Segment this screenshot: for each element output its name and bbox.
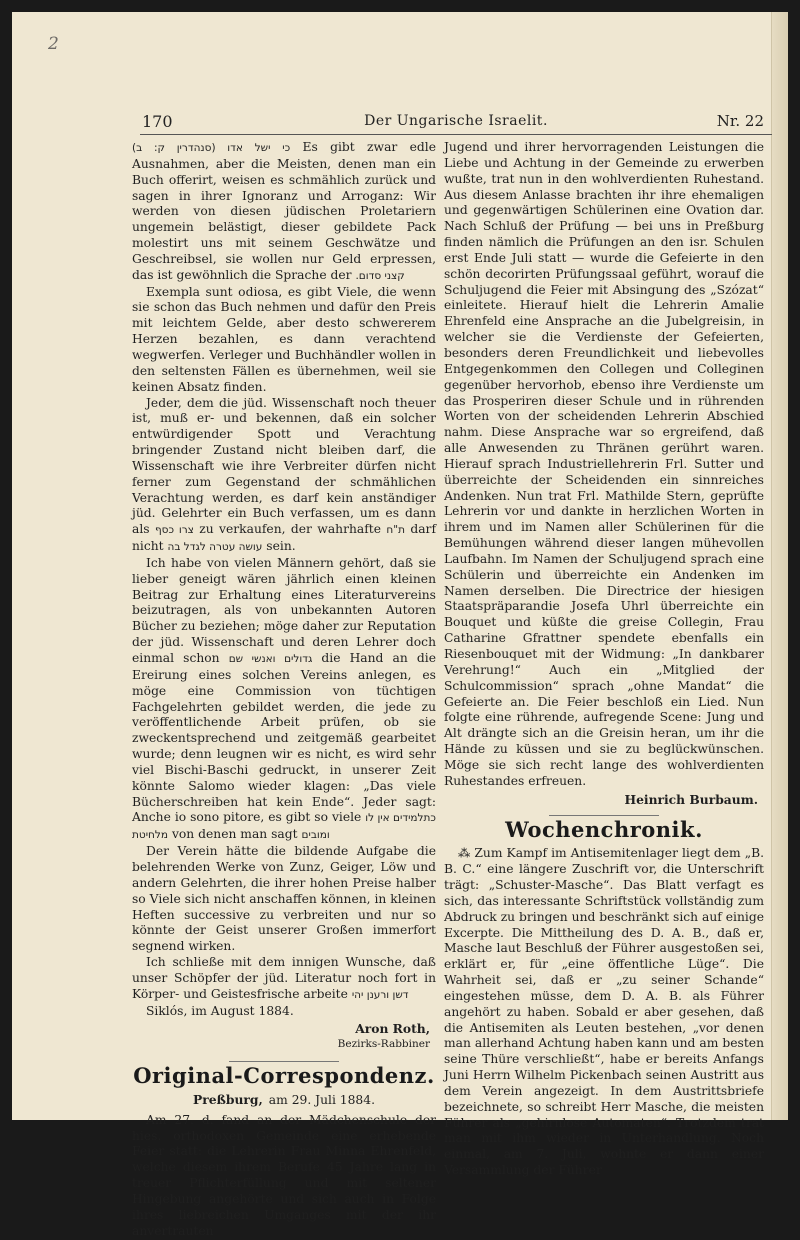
- dateline: [132, 1092, 436, 1109]
- section-divider: [229, 1061, 339, 1062]
- hebrew-quote: כי ישל אדו (סנהדרין ק: ב): [132, 142, 291, 154]
- paragraph: Ich habe von vielen Männern gehört, daß sie lieber geneigt wären jährlich einen kleinen Beitrag zur Erhaltung eines Literaturvereins beizutragen, als von unbekannten Autoren Bücher zu beziehen; möge daher zur Reputation der jüd. Wissenschaft und deren Lehrer doch einmal schon גדולים ואנשי שם die Hand an die Ereirung eines solchen Vereins anlegen, es möge eine Commission von tüchtigen Fachgelehrten gebildet werden, die jede zu veröffentlichende Arbeit prüfen, ob sie zweckentsprechend und zeitgemäß gearbeitet wurde; denn leugnen wir es nicht, es wird sehr viel Bischi-Baschi gedruckt, in unserer Zeit könnte Salomo wieder klagen: „Das viele Bücherschreiben hat kein Ende“. Jeder sagt: Anche io sono pitore, es gibt so viele כתלמידים אין לו מלחיטת von denen man sagt ומובים: [132, 555, 436, 842]
- page-number: 170: [142, 112, 173, 131]
- paragraph: Ich schließe mit dem innigen Wunsche, daß unser Schöpfer der jüd. Literatur noch fort in Körper- und Geistesfrische arbeite דשן ורענן יהי: [132, 955, 436, 1001]
- issue-number: Nr. 22: [716, 112, 764, 130]
- paragraph: ⁂ Zum Kampf im Antisemitenlager liegt dem „B. B. C.“ eine längere Zuschrift vor, die Unterschrift trägt: „Schuster-Masche“. Das Blatt verfagt es sich, das interessante Schriftstück vollständig zum Abdruck zu bringen und beschränkt sich auf einige Excerpte. Die Mittheilung des D. A. B., daß er, Masche laut Beschluß der Führer ausgestoßen sei, erklärt er, für „eine öffentliche Lüge“. Die Wahrheit sei, daß er „zu seiner Schande“ eingestehen müsse, dem D. A. B. als Führer angehört zu haben. Sobald er aber gesehen, daß die Antisemiten als Leuten bestehen, „vor denen man allerhand Achtung haben kann und am besten seine Thüre verschließt“, habe er bereits Anfangs Juni Herrn Wilhelm Pickenbach seinen Austritt aus dem Verein angezeigt. In dem Austrittsbriefe bezeichnete, so schreibt Herr Masche, die meisten Führer als „gehirnlose Automaten“. Trotzdem trat man mit ihm wieder in Unterhandlung. Noch einmal, am 7. Juli, wohnte er dann einer Versammlung der Führer: [444, 846, 765, 1178]
- paragraph: Exempla sunt odiosa, es gibt Viele, die wenn sie schon das Buch nehmen und dafür den Preis mit leichtem Gelde, aber desto schwererem Herzen bezahlen, es dann verachtend wegwerfen. Verleger und Buchhändler wollen in den seltensten Fällen es übernehmen, weil sie keinen Absatz finden.: [132, 284, 436, 394]
- running-header: [140, 110, 772, 135]
- paragraph: Jeder, dem die jüd. Wissenschaft noch theuer ist, muß er- und bekennen, daß ein solcher entwürdigender Spott und Verachtung bringender Zustand nicht bleiben darf, die Wissenschaft wie ihre Verbreiter dürfen nicht ferner zum Gegenstand der schmählichen Verachtung werden, es darf kein anständiger jüd. Gelehrter ein Buch verfassen, um es dann als צרו כסף zu verkaufen, der wahrhafte ת"ח darf nicht עושה עטרה לגדל בה sein.: [132, 395, 436, 554]
- author-signature: Aron Roth,: [355, 1021, 430, 1037]
- paragraph: Jugend und ihrer hervorragenden Leistungen die Liebe und Achtung in der Gemeinde zu erwerben wußte, trat nun in den wohlverdienten Ruhestand. Aus diesem Anlasse brachten ihr ihre ehemaligen und gegenwärtigen Schülerinen eine Ovation dar. Nach Schluß der Prüfung — bei uns in Preßburg finden nämlich die Prüfungen an den isr. Schulen erst Ende Juli statt — wurde die Gefeierte in den schön decorirten Prüfungssaal geführt, worauf die Schuljugend die Feier mit Absingung des „Szózat“ einleitete. Hierauf hielt die Lehrerin Amalie Ehrenfeld eine Ansprache an die Jubelgreisin, in welcher sie die Verdienste der Gefeierten, besonders deren Freundlichkeit und liebevolles Entgegenkommen den Collegen und Colleginen gegenüber hervorhob, ebenso ihre Verdienste um das Prosperiren dieser Schule und in rührenden Worten von der scheidenden Lehrerin Abschied nahm. Diese Ansprache war so ergreifend, daß alle Anwesenden zu Thränen gerührt waren. Hierauf sprach Industriellehrerin Frl. Sutter und überreichte der Scheidenden ein sinnreiches Andenken. Nun trat Frl. Mathilde Stern, geprüfte Lehrerin vor und dankte in herzlichen Worten in ihrem und im Namen aller Schülerinen für die Bemühungen während dieser langen mühevollen Laufbahn. Im Namen der Schuljugend sprach eine Schülerin und überreichte ein Andenken im Namen derselben. Die Directrice der hiesigen Staatspräparandie Josefa Uhrl überreichte ein Bouquet und küßte die greise Collegin, Frau Catharine Gfrattner spendete ebenfalls ein Riesenbouquet mit der Widmung: „In dankbarer Verehrung!“ Auch ein „Mitglied der Schulcommission“ sprach „ohne Mandat“ die Gefeierte an. Die Feier beschloß ein Lied. Nun folgte eine rührende, aufregende Scene: Jung und Alt drängte sich an die Greisin heran, um ihr die Hände zu küssen und sie zu beglückwünschen. Möge sie sich recht lange des wohlverdienten Ruhestandes erfreuen.: [444, 140, 764, 788]
- right-column: [444, 140, 764, 1179]
- hebrew-quote: צרו כסף: [154, 524, 194, 537]
- hebrew-quote: ת"ח: [386, 524, 405, 537]
- paragraph: כי ישל אדו (סנהדרין ק: ב) Es gibt zwar edle Ausnahmen, aber die Meisten, denen man ein Buch offerirt, weisen es schmählich zurück und sagen in ihrer Ignoranz und Arroganz: Wir werden von diesen jüdischen Proletariern ungemein belästigt, dieser gebildete Pack molestirt uns mit seinem Geschwätze und Geschreibsel, sie wollen nur Geld erpressen, das ist gewöhnlich die Sprache der קצני סדום.: [132, 140, 436, 282]
- hebrew-quote: עושה עטרה לגדל בה: [167, 541, 263, 554]
- section-heading: Wochenchronik.: [505, 817, 703, 843]
- paragraph: Am 27. d. fand an der Mädchenschule der hies. orthodoxen Gemeinde eine erhebende Feier statt: die Lehrerin Frau Minna Ehrenfeld, welche diesem ihrem Berufe 45 Jahre lang in treuer Pflichterfüllung und mit seltener Hingebung angehörte und sich auch in Folge ihres liebreichen Umganges mit der ihr anvertrauten: [132, 1112, 436, 1238]
- dateline-date: am 29. Juli 1884.: [268, 1092, 375, 1107]
- publication-title: Der Ungarische Israelit.: [364, 113, 548, 129]
- left-column: [132, 140, 436, 1240]
- newspaper-page: [12, 12, 788, 1238]
- author-signature: Heinrich Burbaum.: [624, 791, 758, 807]
- page-spine-edge: [771, 12, 788, 1120]
- dateline-place: Preßburg,: [193, 1091, 263, 1107]
- hebrew-quote: קצני סדום.: [355, 269, 405, 282]
- place-date-line: Siklós, im August 1884.: [146, 1003, 294, 1018]
- hebrew-quote: כתלמידים אין לו מלחיטת: [132, 812, 436, 842]
- asterism: ⁂: [458, 846, 471, 861]
- section-heading: Original-Correspondenz.: [133, 1063, 435, 1089]
- section-divider: [549, 815, 659, 816]
- hebrew-quote: גדולים ואנשי שם: [228, 653, 313, 665]
- hebrew-quote: ומובים: [301, 829, 330, 842]
- pencil-annotation: 2: [48, 34, 59, 54]
- author-title: Bezirks-Rabbiner: [337, 1038, 430, 1051]
- hebrew-quote: דשן ורענן יהי: [351, 988, 409, 1001]
- paragraph: Der Verein hätte die bildende Aufgabe die belehrenden Werke von Zunz, Geiger, Löw und andern Gelehrten, die ihrer hohen Preise halber so Viele sich nicht anschaffen können, in kleinen Heften successive zu verbreiten und nur so könnte der Geist unserer Großen immerfort segnend wirken.: [132, 844, 436, 954]
